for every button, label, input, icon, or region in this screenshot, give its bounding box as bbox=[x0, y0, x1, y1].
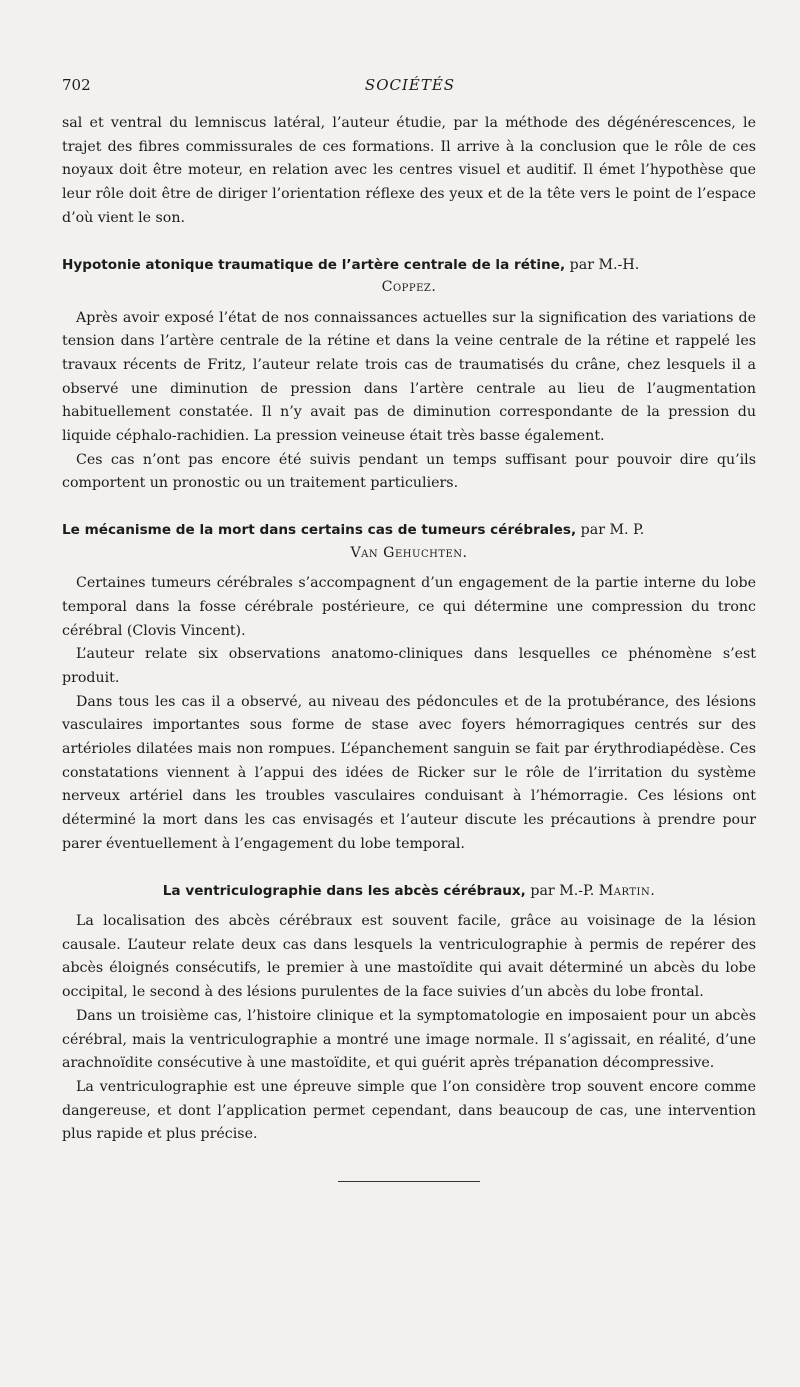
paragraph: L’auteur relate six observations anatomo-cliniques dans lesquelles ce phénomène s’est produit. bbox=[62, 646, 756, 686]
end-rule bbox=[338, 1181, 480, 1182]
section-title: Le mécanisme de la mort dans certains cas de tumeurs cérébrales, bbox=[62, 522, 577, 539]
page-number: 702 bbox=[62, 76, 91, 94]
intro-paragraph: sal et ventral du lemniscus latéral, l’auteur étudie, par la méthode des dégénérescences, le trajet des fibres commissurales de ces formations. Il arrive à la conclusion que le rôle de ces noyaux doit être moteur, en relation avec les centres visuel et auditif. Il émet l’hypothèse que leur rôle doit être de diriger l’orientation réflexe des yeux et de la tête vers le point de l’espace d’où vient le son. bbox=[62, 115, 756, 226]
section-heading-hypotonie bbox=[62, 254, 756, 299]
section-author: Coppez. bbox=[381, 279, 437, 296]
paragraph: La localisation des abcès cérébraux est souvent facile, grâce au voisinage de la lésion causale. L’auteur relate deux cas dans lesquels la ventriculographie à permis de repérer des abcès éloignés consécutifs, le premier à une mastoïdite qui avait déterminé un abcès du lobe occipital, le second à des lésions purulentes de la face suivies d’un abcès du lobe frontal. bbox=[62, 913, 756, 1001]
running-title: SOCIÉTÉS bbox=[364, 76, 456, 94]
paragraph: Dans un troisième cas, l’histoire clinique et la symptomatologie en imposaient pour un abcès cérébral, mais la ventriculographie a montré une image normale. Il s’agissait, en réalité, d’une arachnoïdite consécutive à une mastoïdite, et qui guérit après trépanation décompressive. bbox=[62, 1007, 756, 1072]
section-title: La ventriculographie dans les abcès cérébraux, bbox=[162, 882, 526, 899]
article-body bbox=[62, 112, 756, 1182]
section-author: Van Gehuchten. bbox=[350, 544, 468, 561]
section-author: Martin. bbox=[598, 882, 656, 899]
section-par: par M.-H. bbox=[569, 256, 640, 273]
paragraph: Après avoir exposé l’état de nos connaissances actuelles sur la signification des variations de tension dans l’artère centrale de la rétine et dans la veine centrale de la rétine et rappelé les travaux récents de Fritz, l’auteur relate trois cas de traumatisés du crâne, chez lesquels il a observé une diminution de pression dans l’artère centrale au lieu de l’augmentation habituellement constatée. Il n’y avait pas de diminution correspondante de la pression du liquide céphalo-rachidien. La pression veineuse était très basse également. bbox=[62, 309, 756, 445]
paragraph: Dans tous les cas il a observé, au niveau des pédoncules et de la protubérance, des lésions vasculaires importantes sous forme de stase avec foyers hémorragiques centrés sur des artérioles dilatées mais non rompues. L’épanchement sanguin se fait par érythrodiapédèse. Ces constatations viennent à l’appui des idées de Ricker sur le rôle de l’irritation du système nerveux artériel dans les troubles vasculaires conduisant à l’hémorragie. Ces lésions ont déterminé la mort dans les cas envisagés et l’auteur discute les précautions à prendre pour parer éventuellement à l’engagement du lobe temporal. bbox=[62, 693, 756, 852]
paragraph: La ventriculographie est une épreuve simple que l’on considère trop souvent encore comme dangereuse, et dont l’application permet cependant, dans beaucoup de cas, une intervention plus rapide et plus précise. bbox=[62, 1079, 756, 1143]
section-par: par M.-P. bbox=[530, 882, 595, 899]
paragraph: Ces cas n’ont pas encore été suivis pendant un temps suffisant pour pouvoir dire qu’ils comportent un pronostic ou un traitement particuliers. bbox=[62, 451, 756, 492]
running-header bbox=[62, 76, 758, 98]
section-par: par M. P. bbox=[580, 522, 645, 539]
section-heading-ventriculographie bbox=[62, 880, 756, 903]
section-heading-mecanisme bbox=[62, 519, 756, 564]
section-title: Hypotonie atonique traumatique de l’artère centrale de la rétine, bbox=[62, 256, 566, 273]
paragraph: Certaines tumeurs cérébrales s’accompagnent d’un engagement de la partie interne du lobe temporal dans la fosse cérébrale postérieure, ce qui détermine une compression du tronc cérébral (Clovis Vincent). bbox=[62, 575, 756, 639]
